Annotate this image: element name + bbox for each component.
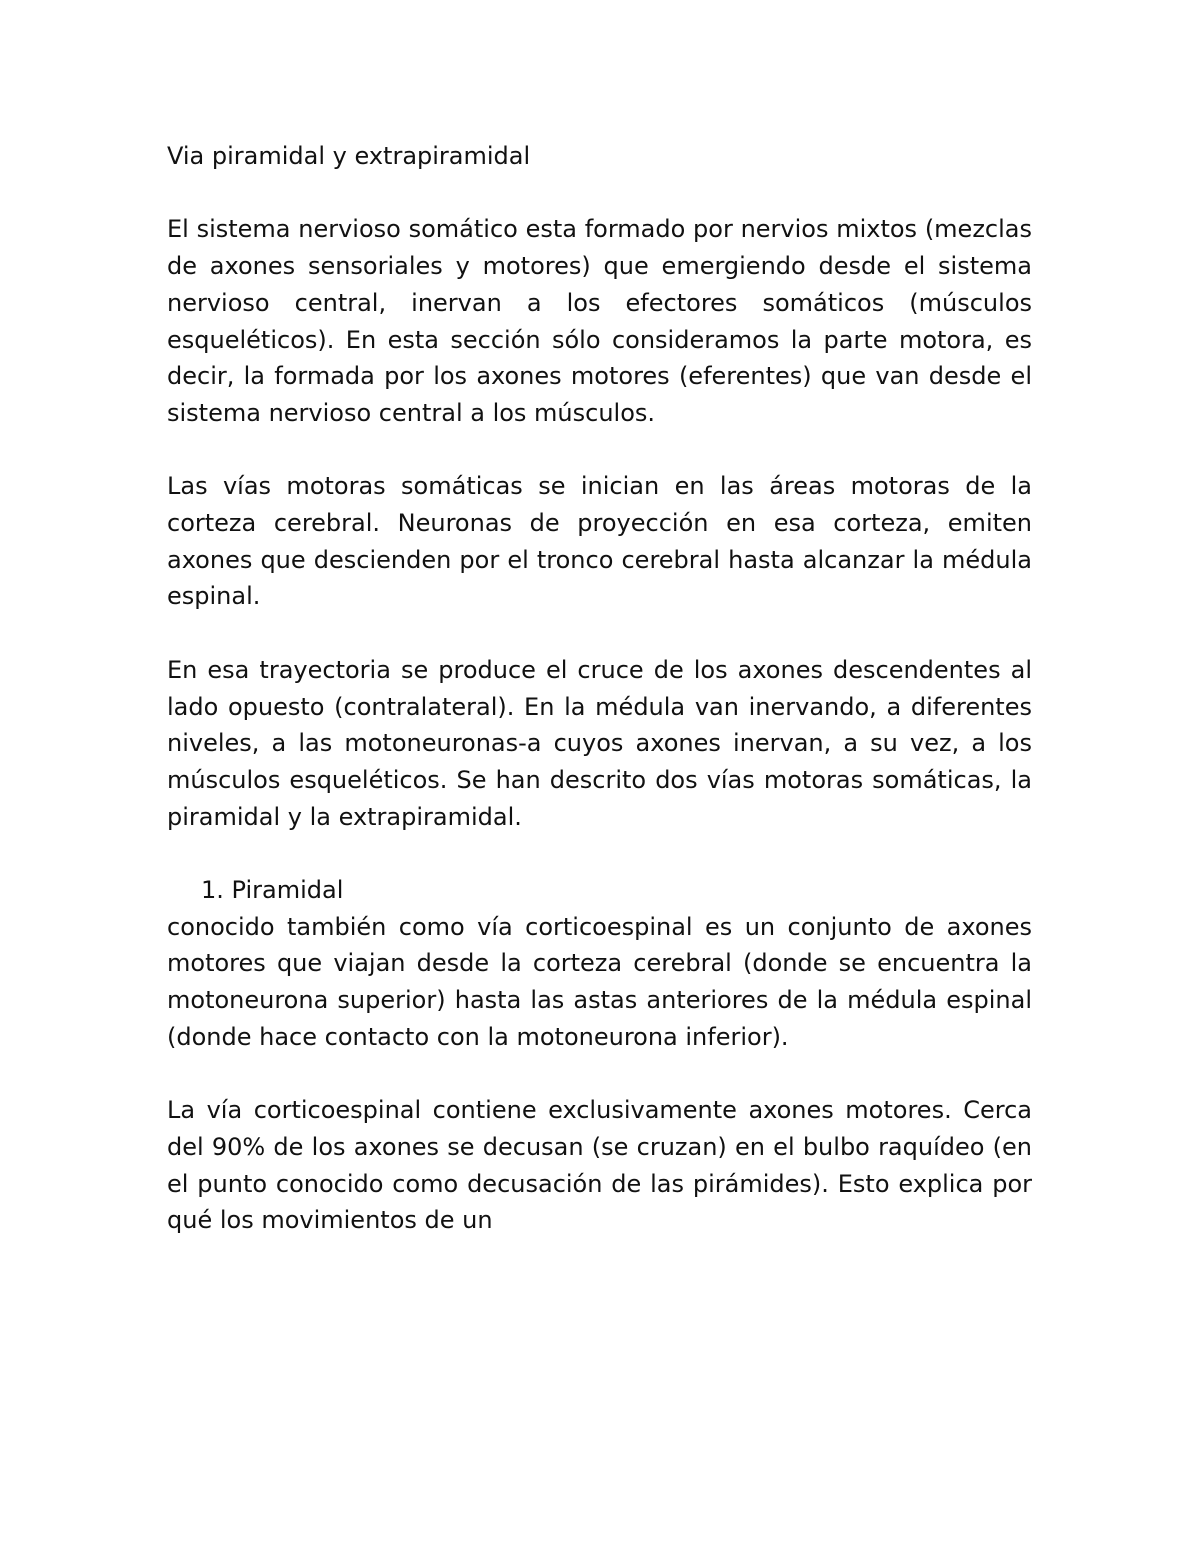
document-page bbox=[167, 138, 1032, 1276]
list-item-piramidal bbox=[167, 872, 1032, 909]
list-item-label: Piramidal bbox=[231, 876, 344, 904]
paragraph-corticospinal-definition: conocido también como vía corticoespinal es un conjunto de axones motores que viajan desde la corteza cerebral (donde se encuentra la motoneurona superior) hasta las astas anteriores de la médula espinal (donde hace contacto con la motoneurona inferior). bbox=[167, 912, 1032, 1051]
paragraph-decussation: En esa trayectoria se produce el cruce de los axones descendentes al lado opuesto (contralateral). En la médula van inervando, a diferentes niveles, a las motoneuronas-a cuyos axones inervan, a su vez, a los músculos esqueléticos. Se han descrito dos vías motoras somáticas, la piramidal y la extrapiramidal. bbox=[167, 655, 1032, 831]
paragraph-motor-pathways: Las vías motoras somáticas se inician en las áreas motoras de la corteza cerebral. Neuronas de proyección en esa corteza, emiten axones que descienden por el tronco cerebral hasta alcanzar la médula espinal. bbox=[167, 472, 1032, 611]
document-title: Via piramidal y extrapiramidal bbox=[167, 142, 531, 170]
paragraph-corticospinal-content: La vía corticoespinal contiene exclusivamente axones motores. Cerca del 90% de los axones se decusan (se cruzan) en el bulbo raquídeo (en el punto conocido como decusación de las pirámides). Esto explica por qué los movimientos de un bbox=[167, 1096, 1032, 1235]
list-item-number: 1. bbox=[201, 876, 224, 904]
numbered-list bbox=[167, 872, 1032, 909]
paragraph-somatic-system: El sistema nervioso somático esta formado por nervios mixtos (mezclas de axones sensoriales y motores) que emergiendo desde el sistema nervioso central, inervan a los efectores somáticos (músculos esqueléticos). En esta sección sólo consideramos la parte motora, es decir, la formada por los axones motores (eferentes) que van desde el sistema nervioso central a los músculos. bbox=[167, 215, 1032, 427]
